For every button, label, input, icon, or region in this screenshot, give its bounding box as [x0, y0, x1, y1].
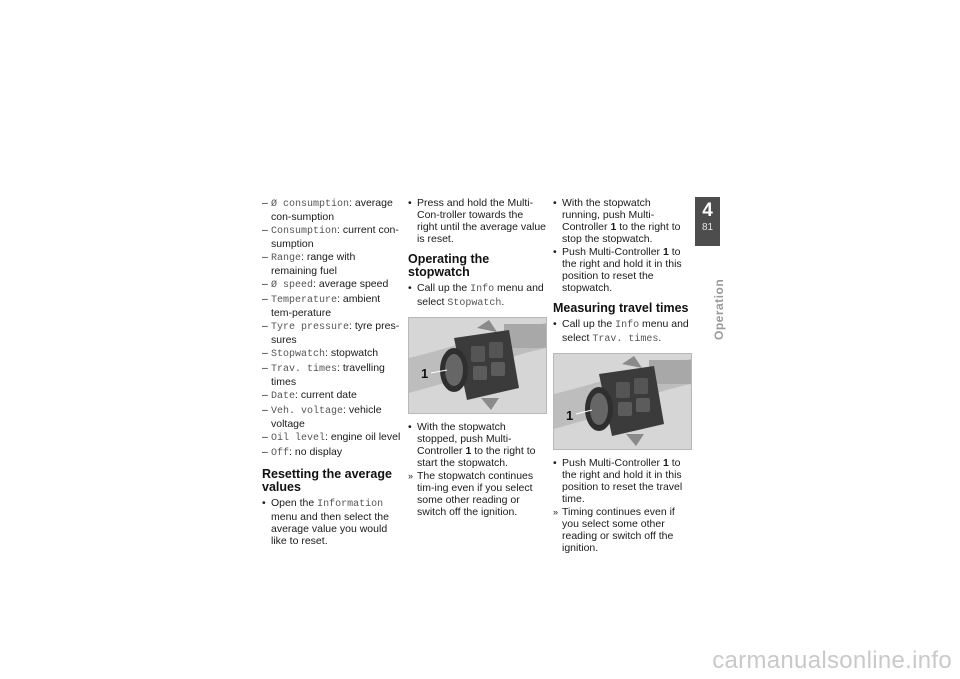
list-item: – Stopwatch: stopwatch	[262, 347, 402, 361]
instruction-step: • Call up the Info menu and select Trav. times.	[553, 318, 691, 346]
list-item: – Oil level: engine oil level	[262, 431, 402, 445]
list-item: – Tyre pressure: tyre pres-sures	[262, 320, 402, 346]
watermark: carmanualsonline.info	[712, 647, 952, 674]
list-item: – Ø speed: average speed	[262, 278, 402, 292]
list-item: – Range: range with remaining fuel	[262, 251, 402, 277]
section-label: Operation	[712, 278, 726, 340]
section-heading: Resetting the average values	[262, 467, 392, 494]
instruction-step: • Press and hold the Multi-Con-troller towards the right until the average value is reset.	[408, 197, 546, 245]
result-note: » Timing continues even if you select some other reading or switch off the ignition.	[553, 506, 691, 554]
instruction-step: • Push Multi-Controller 1 to the right and hold it in this position to reset the travel time.	[553, 457, 691, 505]
handlebar-controller-photo	[408, 317, 547, 414]
instruction-step: • Call up the Info menu and select Stopwatch.	[408, 282, 546, 310]
chapter-tab	[695, 197, 720, 245]
column-3	[553, 197, 691, 555]
section-heading: Measuring travel times	[553, 301, 689, 315]
list-item: – Consumption: current con-sumption	[262, 224, 402, 250]
instruction-step: • Open the Information menu and then select the average value you would like to reset.	[262, 497, 402, 547]
callout-label: 1	[566, 408, 574, 423]
list-item: – Off: no display	[262, 446, 402, 460]
handlebar-controller-photo	[553, 353, 692, 450]
tab-divider	[695, 245, 720, 246]
chapter-number: 4	[702, 200, 713, 221]
list-item: – Ø consumption: average con-sumption	[262, 197, 402, 223]
instruction-step: • With the stopwatch running, push Multi-Controller 1 to the right to stop the stopwatch.	[553, 197, 691, 245]
list-item: – Veh. voltage: vehicle voltage	[262, 404, 402, 430]
list-item: – Date: current date	[262, 389, 402, 403]
instruction-step: • Push Multi-Controller 1 to the right and hold it in this position to reset the stopwatch.	[553, 246, 691, 294]
section-heading: Operating the stopwatch	[408, 252, 490, 279]
callout-label: 1	[421, 366, 429, 381]
list-item: – Trav. times: travelling times	[262, 362, 402, 388]
instruction-step: • With the stopwatch stopped, push Multi-Controller 1 to the right to start the stopwatch.	[408, 421, 546, 469]
page-number: 81	[701, 222, 714, 233]
reading-list	[262, 197, 402, 460]
column-1	[262, 197, 402, 548]
list-item: – Temperature: ambient tem-perature	[262, 293, 402, 319]
column-2	[408, 197, 546, 519]
result-note: » The stopwatch continues tim-ing even if you select some other reading or switch off the ignition.	[408, 470, 546, 518]
